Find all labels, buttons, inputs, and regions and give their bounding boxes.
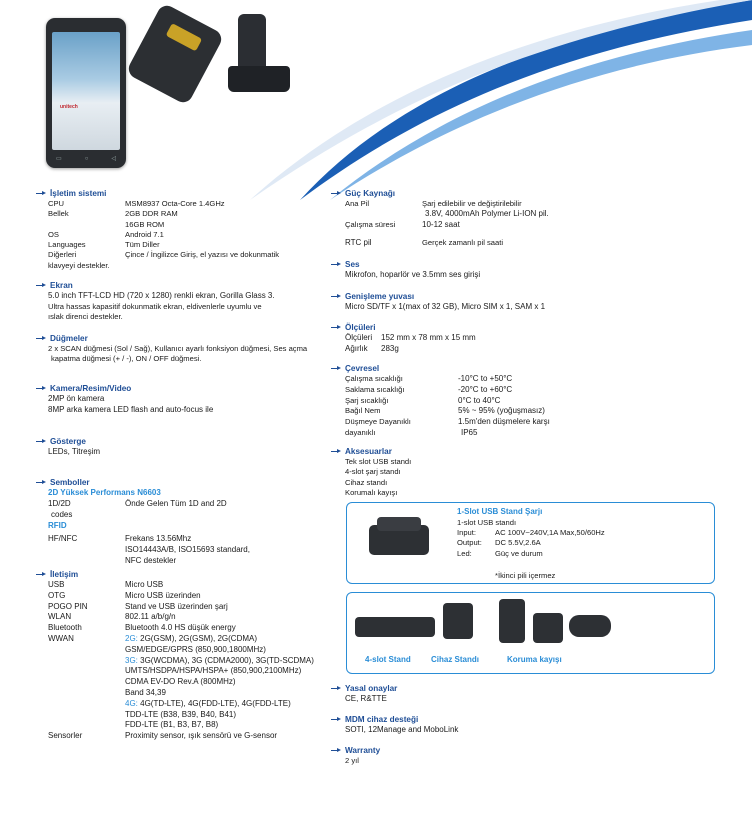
section-indicator: Gösterge LEDs, Titreşim (36, 436, 326, 458)
strap-image (569, 615, 611, 637)
section-communication: İletişim USB Micro USB OTG Micro USB üzerinden POGO PIN Stand ve USB üzerinden şarj WLAN 802.11 a/b/g/n Bluetooth Bluetooth 4.0 HS düşük energy WWAN 2G: 2G(GSM), 2G(GSM), 2G(CDMA) GSM/EDGE/GPRS (850,900,1800MHz) 3G: 3G(WCDMA), 3G (CDMA2000), 3G(TD-SCDMA) UMTS/HSDPA/HSPA/HSPA+ (850,900,2100MHz) CDMA EV-DO Rev.A (800MHz) Band 34,39 4G: 4G(TD-LTE), 4G(FDD-LTE), 4G(FDD-LTE) TDD-LTE (B38, B39, B40, B41) FDD-LTE (B1, B3, B7, B8) Sensorler Proximity sensor, ışık sensörü ve G-sensor (36, 569, 336, 742)
list-item: 4-slot şarj standı (345, 467, 401, 477)
section-accessories: Aksesuarlar Tek slot USB standı 4-slot şarj standı Cihaz standı Korumalı kayışı (331, 446, 631, 498)
arrow-icon (36, 336, 46, 342)
section-screen: Ekran 5.0 inch TFT-LCD HD (720 x 1280) renkli ekran, Gorilla Glass 3. Ultra hassas kapasitif dokunmatik ekran, eldivenlerle uyumlu ve ıslak direnci destekler. (36, 280, 326, 322)
arrow-icon (36, 386, 46, 392)
spec-row: OS Android 7.1 (48, 229, 164, 239)
spec-row: 16GB ROM (125, 219, 165, 229)
arrow-icon (36, 283, 46, 289)
section-power: Güç Kaynağı Ana Pil Şarj edilebilir ve değiştirilebilir 3.8V, 4000mAh Polymer Li-ION pil. Çalışma süresi 10-12 saat RTC pil Gerçek zamanlı pil saati (331, 188, 631, 249)
back-key-icon: ▭ (56, 155, 62, 162)
section-buttons: Düğmeler 2 x SCAN düğmesi (Sol / Sağ), Kullanıcı ayarlı fonksiyon düğmesi, Ses açma kapatma düğmesi (+ / -), ON / OFF düğmesi. (36, 333, 326, 365)
section-os: İşletim sistemi CPU MSM8937 Octa-Core 1.4GHz Bellek 2GB DDR RAM 16GB ROM OS Android 7.1 Languages Tüm Diller Diğerleri Çince / İngilizce Giriş, el yazısı ve dokunmatik klavyeyi destekler. (36, 188, 326, 271)
arrow-icon (36, 439, 46, 445)
caption-four-slot: 4-slot Stand (365, 655, 411, 664)
list-item: Korumalı kayışı (345, 487, 398, 497)
spec-row: Bellek 2GB DDR RAM (48, 209, 178, 219)
device-front-image (46, 18, 126, 168)
section-environment: Çevresel Çalışma sıcaklığı -10°C to +50°C Saklama sıcaklığı -20°C to +60°C Şarj sıcaklığı 0°C to 40°C Bağıl Nem 5% ~ 95% (yoğuşmasız) Düşmeye Dayanıklı 1.5m'den düşmelere karşı dayanıklı IP65 (331, 363, 631, 439)
arrow-icon (331, 449, 341, 455)
section-sound: Ses Mikrofon, hoparlör ve 3.5mm ses girişi (331, 259, 631, 281)
four-slot-stand-image (355, 617, 435, 637)
section-camera: Kamera/Resim/Video 2MP ön kamera 8MP arka kamera LED flash and auto-focus ile (36, 383, 326, 416)
arrow-icon (331, 325, 341, 331)
arrow-icon (331, 366, 341, 372)
spec-row: Diğerleri Çince / İngilizce Giriş, el yazısı ve dokunmatik (48, 250, 280, 260)
accessory-box-stands (346, 592, 715, 674)
arrow-icon (331, 717, 341, 723)
section-title: İşletim sistemi (50, 189, 107, 198)
arrow-icon (36, 480, 46, 486)
arrow-icon (36, 572, 46, 578)
holster-image (533, 613, 563, 643)
arrow-icon (331, 294, 341, 300)
home-key-icon: ○ (84, 155, 89, 162)
arrow-icon (36, 191, 46, 197)
cradle-image (228, 66, 290, 92)
section-expansion: Genişleme yuvası Micro SD/TF x 1(max of 32 GB), Micro SIM x 1, SAM x 1 (331, 291, 631, 313)
list-item: Tek slot USB standı (345, 457, 412, 467)
arrow-icon (331, 262, 341, 268)
spec-row: Languages Tüm Diller (48, 240, 160, 250)
section-legal: Yasal onaylar CE, R&TTE (331, 683, 631, 705)
spec-row: CPU MSM8937 Octa-Core 1.4GHz (48, 199, 225, 209)
device-stand-image (443, 603, 473, 639)
caption-protective-strap: Koruma kayışı (507, 655, 562, 664)
section-mdm: MDM cihaz desteği SOTI, 12Manage and MoboLink (331, 714, 631, 736)
section-dimensions: Ölçüleri Ölçüleri 152 mm x 78 mm x 15 mm Ağırlık 283g (331, 322, 631, 355)
arrow-icon (331, 191, 341, 197)
menu-key-icon: ◁ (111, 155, 116, 162)
brand-logo: unitech (60, 104, 78, 110)
arrow-icon (331, 748, 341, 754)
list-item: Cihaz standı (345, 477, 388, 487)
section-symbols: Semboller 2D Yüksek Performans N6603 1D/2D Önde Gelen Tüm 1D and 2D codes RFID HF/NFC Frekans 13.56Mhz ISO14443A/B, ISO15693 standard, NFC destekler (36, 477, 326, 567)
device-image (499, 599, 525, 643)
caption-device-stand: Cihaz Standı (431, 655, 480, 664)
section-warranty: Warranty 2 yıl (331, 745, 631, 766)
arrow-icon (331, 686, 341, 692)
accessory-box-single-slot: 1-Slot USB Stand Şarjı 1-slot USB standı Input: AC 100V~240V,1A Max,50/60Hz Output: DC 5.5V,2.6A Led: Güç ve durum *İkinci pili içermez (346, 502, 715, 584)
